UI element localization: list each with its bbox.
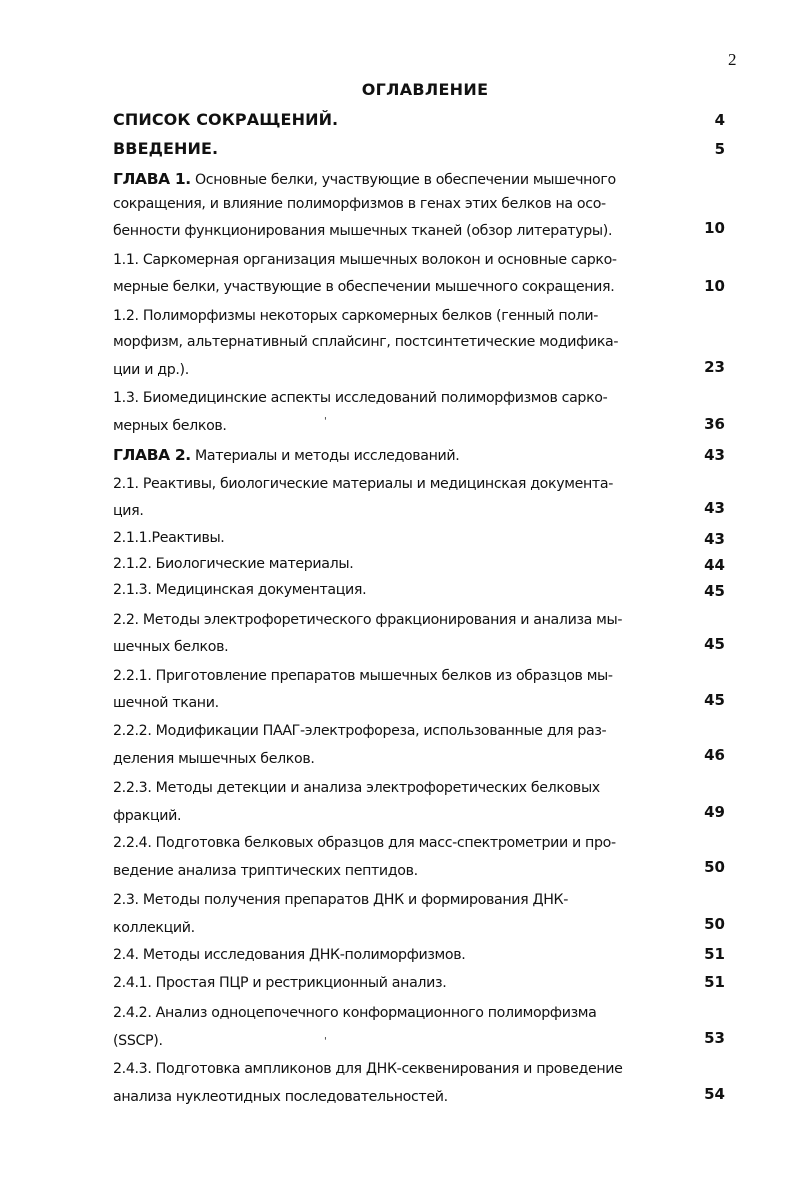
toc-entry-text: Методы исследования ДНК-полиморфизмов. [138, 947, 466, 963]
toc-entry-line [113, 390, 607, 406]
page-title: ОГЛАВЛЕНИЕ [361, 80, 489, 99]
toc-page-number: 51 [704, 945, 725, 963]
toc-entry-line: шечных белков. [113, 639, 229, 655]
toc-entry-label: 1.3. [113, 390, 139, 406]
toc-page-number: 50 [704, 858, 725, 876]
toc-entry-text: Саркомерная организация мышечных волокон и основные сарко- [138, 252, 617, 268]
toc-entry-text: ВВЕДЕНИЕ. [113, 139, 219, 158]
toc-page-number: 5 [714, 140, 725, 158]
toc-entry-line [113, 668, 613, 684]
toc-entry-label: 2.3. [113, 892, 139, 908]
toc-entry-line: морфизм, альтернативный сплайсинг, постсинтетические модифика- [113, 334, 619, 350]
toc-entry-text: Биологические материалы. [151, 556, 354, 572]
toc-entry-text: Методы электрофоретического фракционирования и анализа мы- [138, 612, 623, 628]
toc-page-number: 4 [714, 111, 725, 129]
toc-entry-line [113, 446, 459, 464]
toc-entry-line [113, 1005, 596, 1021]
toc-entry-line [113, 975, 446, 991]
toc-entry-line: мерных белков. [113, 418, 227, 434]
toc-entry-text: СПИСОК СОКРАЩЕНИЙ. [113, 110, 339, 129]
toc-entry-label: 1.2. [113, 308, 139, 324]
toc-page-number: 45 [704, 691, 725, 709]
toc-page-number: 54 [704, 1085, 725, 1103]
toc-entry-label: 2.1.3. [113, 582, 152, 598]
toc-page-number: 10 [704, 219, 725, 237]
toc-entry-label: 2.1.1. [113, 530, 152, 546]
toc-page-number: 53 [704, 1029, 725, 1047]
toc-page-number: 45 [704, 582, 725, 600]
page-number: 2 [728, 50, 737, 69]
toc-entry-line: бенности функционирования мышечных тканей (обзор литературы). [113, 223, 613, 239]
toc-entry-line [113, 582, 366, 598]
toc-entry-text: Реактивы. [151, 530, 225, 546]
toc-entry-line: мерные белки, участвующие в обеспечении мышечного сокращения. [113, 279, 615, 295]
toc-page-number: 51 [704, 973, 725, 991]
toc-entry-line: ция. [113, 503, 144, 519]
toc-entry-label: 2.2.4. [113, 835, 152, 851]
toc-page-number: 43 [704, 446, 725, 464]
toc-page-number: 23 [704, 358, 725, 376]
toc-entry-label: 2.1.2. [113, 556, 152, 572]
toc-entry-line: анализа нуклеотидных последовательностей. [113, 1089, 448, 1105]
toc-page-number: 50 [704, 915, 725, 933]
toc-entry-label: ГЛАВА 1. [113, 170, 191, 188]
toc-entry-line [113, 170, 616, 188]
toc-entry-label: 1.1. [113, 252, 139, 268]
toc-entry-line: (SSCP). [113, 1033, 163, 1049]
toc-entry-text: Анализ одноцепочечного конформационного полиморфизма [151, 1005, 597, 1021]
toc-entry-line [113, 947, 465, 963]
toc-entry-text: Методы детекции и анализа электрофоретических белковых [151, 780, 600, 796]
toc-entry-line [113, 723, 606, 739]
toc-entry-line: сокращения, и влияние полиморфизмов в генах этих белков на осо- [113, 196, 606, 212]
toc-entry-line [113, 476, 613, 492]
toc-entry-label: 2.2.2. [113, 723, 152, 739]
toc-entry-line: шечной ткани. [113, 695, 219, 711]
toc-entry-text: Реактивы, биологические материалы и медицинская документа- [138, 476, 613, 492]
toc-entry-line: деления мышечных белков. [113, 751, 315, 767]
toc-entry-text: Подготовка ампликонов для ДНК-секвенирования и проведение [151, 1061, 623, 1077]
toc-entry-line [113, 308, 598, 324]
toc-entry-text: Простая ПЦР и рестрикционный анализ. [151, 975, 447, 991]
toc-page-number: 43 [704, 530, 725, 548]
toc-entry-line [113, 612, 622, 628]
toc-entry-line: ции и др.). [113, 362, 189, 378]
toc-entry-text: Методы получения препаратов ДНК и формирования ДНК- [138, 892, 569, 908]
toc-entry-line [113, 892, 568, 908]
scan-artifact: ' [324, 416, 327, 427]
toc-entry-label: 2.4. [113, 947, 139, 963]
toc-entry-line: ведение анализа триптических пептидов. [113, 863, 418, 879]
toc-page-number: 43 [704, 499, 725, 517]
toc-entry-text: Модификации ПААГ-электрофореза, использованные для раз- [151, 723, 607, 739]
toc-entry-line [113, 530, 224, 546]
toc-entry-line [113, 1061, 623, 1077]
toc-entry-line: коллекций. [113, 920, 195, 936]
toc-entry-label: 2.4.2. [113, 1005, 152, 1021]
toc-entry-label: 2.4.1. [113, 975, 152, 991]
toc-entry-label: 2.2.3. [113, 780, 152, 796]
toc-entry-label: 2.1. [113, 476, 139, 492]
toc-entry-text: Приготовление препаратов мышечных белков из образцов мы- [151, 668, 613, 684]
toc-page-number: 46 [704, 746, 725, 764]
toc-entry-text: Медицинская документация. [151, 582, 367, 598]
toc-entry-label: 2.4.3. [113, 1061, 152, 1077]
toc-page-number: 10 [704, 277, 725, 295]
toc-entry-label: 2.2.1. [113, 668, 152, 684]
toc-entry-label: ГЛАВА 2. [113, 446, 191, 464]
toc-entry-text: Полиморфизмы некоторых саркомерных белков (генный поли- [138, 308, 599, 324]
toc-entry-line [113, 835, 616, 851]
scan-artifact: ' [324, 1036, 327, 1047]
toc-page-number: 45 [704, 635, 725, 653]
toc-page-number: 36 [704, 415, 725, 433]
toc-page-number: 49 [704, 803, 725, 821]
toc-entry-line [113, 780, 600, 796]
toc-entry-text: Материалы и методы исследований. [190, 448, 460, 464]
toc-entry-line [113, 556, 353, 572]
toc-entry-text: Биомедицинские аспекты исследований полиморфизмов сарко- [138, 390, 608, 406]
toc-entry-line: фракций. [113, 808, 182, 824]
toc-page-number: 44 [704, 556, 725, 574]
toc-entry-text: Основные белки, участвующие в обеспечении мышечного [190, 172, 616, 188]
toc-entry-line [113, 252, 617, 268]
toc-entry-label: 2.2. [113, 612, 139, 628]
toc-entry-text: Подготовка белковых образцов для масс-спектрометрии и про- [151, 835, 616, 851]
